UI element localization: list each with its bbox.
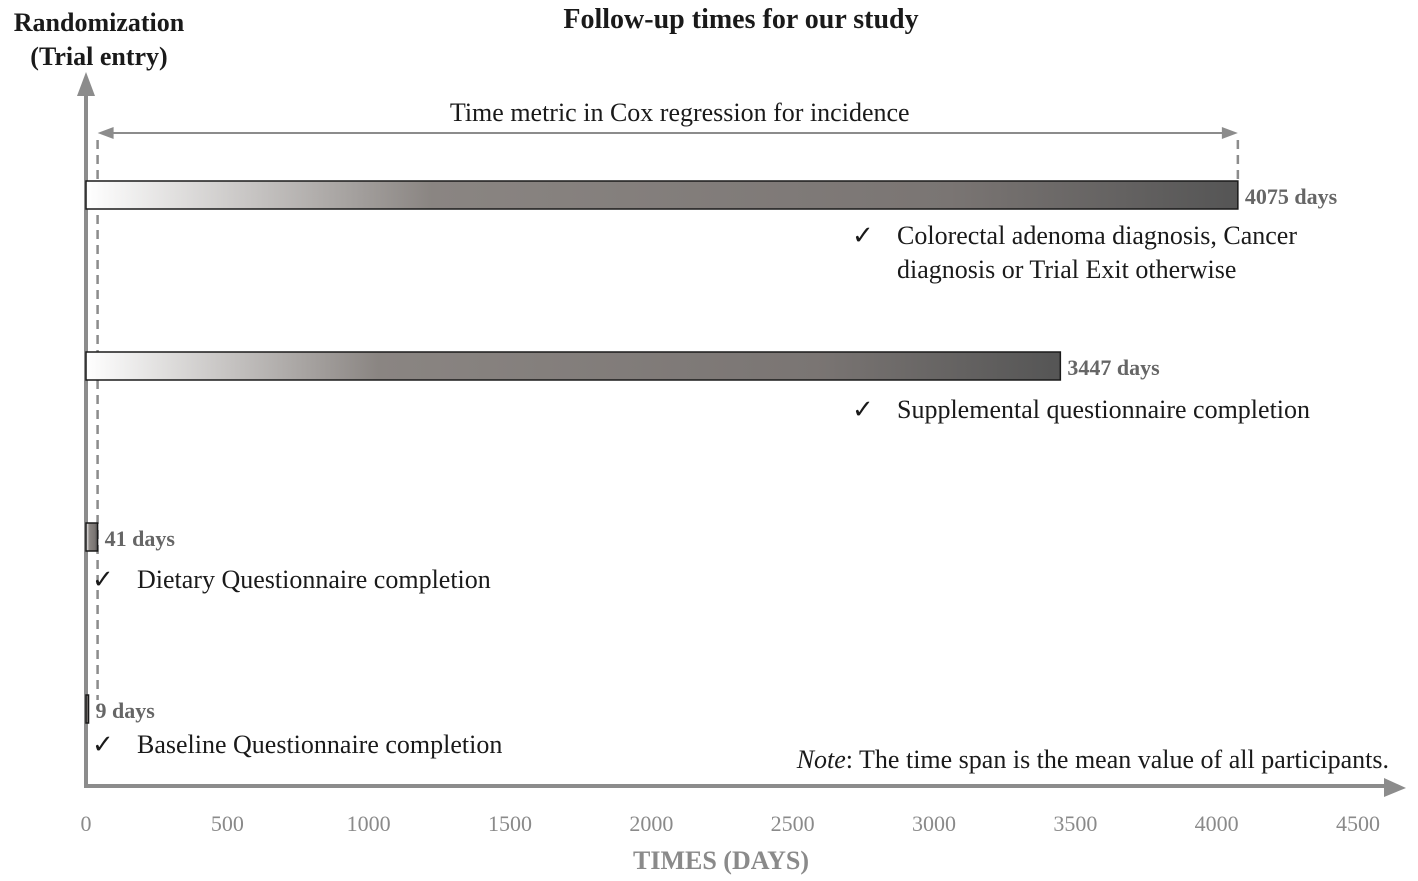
y-axis-arrowhead xyxy=(77,72,95,96)
bar-value-label: 4075 days xyxy=(1244,184,1338,209)
bar-value-label: 3447 days xyxy=(1067,355,1160,380)
x-tick-label: 4000 xyxy=(1194,811,1239,836)
x-tick-label: 500 xyxy=(210,811,244,836)
bars xyxy=(86,181,1338,759)
span-label: Time metric in Cox regression for incidence xyxy=(449,98,910,127)
note xyxy=(796,745,1389,774)
x-tick-label: 3500 xyxy=(1053,811,1098,836)
span-arrowhead-right xyxy=(1222,127,1238,139)
bar-mark xyxy=(86,523,98,551)
check-mark-icon: ✓ xyxy=(852,395,874,424)
check-mark-icon: ✓ xyxy=(852,221,874,250)
note-text: : The time span is the mean value of all participants. xyxy=(845,745,1389,774)
chart-title: Follow-up times for our study xyxy=(563,4,919,35)
x-ticks xyxy=(81,811,1381,836)
bar-mark xyxy=(86,695,89,723)
bar-annotation: Baseline Questionnaire completion xyxy=(137,730,503,759)
check-mark-icon: ✓ xyxy=(92,730,114,759)
y-axis-title-line2: (Trial entry) xyxy=(30,42,168,71)
x-axis-title: TIMES (DAYS) xyxy=(632,846,810,875)
bar-mark xyxy=(86,352,1060,380)
bar-annotation: Supplemental questionnaire completion xyxy=(897,395,1311,424)
bar-annotation: Colorectal adenoma diagnosis, Cancer xyxy=(897,221,1297,250)
bar-annotation: diagnosis or Trial Exit otherwise xyxy=(897,255,1237,284)
check-mark-icon: ✓ xyxy=(92,565,114,594)
x-tick-label: 1500 xyxy=(488,811,532,836)
x-axis-arrowhead xyxy=(1384,778,1406,797)
bar-value-label: 9 days xyxy=(95,698,155,723)
x-tick-label: 0 xyxy=(80,811,92,836)
bar-mark xyxy=(86,181,1238,209)
x-tick-label: 4500 xyxy=(1336,811,1380,836)
x-tick-label: 1000 xyxy=(346,811,391,836)
x-tick-label: 2000 xyxy=(629,811,674,836)
y-axis-title-line1: Randomization xyxy=(13,8,185,37)
note-emphasis: Note xyxy=(796,745,846,774)
x-tick-label: 2500 xyxy=(770,811,815,836)
bar-value-label: 41 days xyxy=(104,526,175,551)
span-arrowhead-left xyxy=(98,127,114,139)
x-tick-label: 3000 xyxy=(912,811,956,836)
bar-annotation: Dietary Questionnaire completion xyxy=(137,565,491,594)
